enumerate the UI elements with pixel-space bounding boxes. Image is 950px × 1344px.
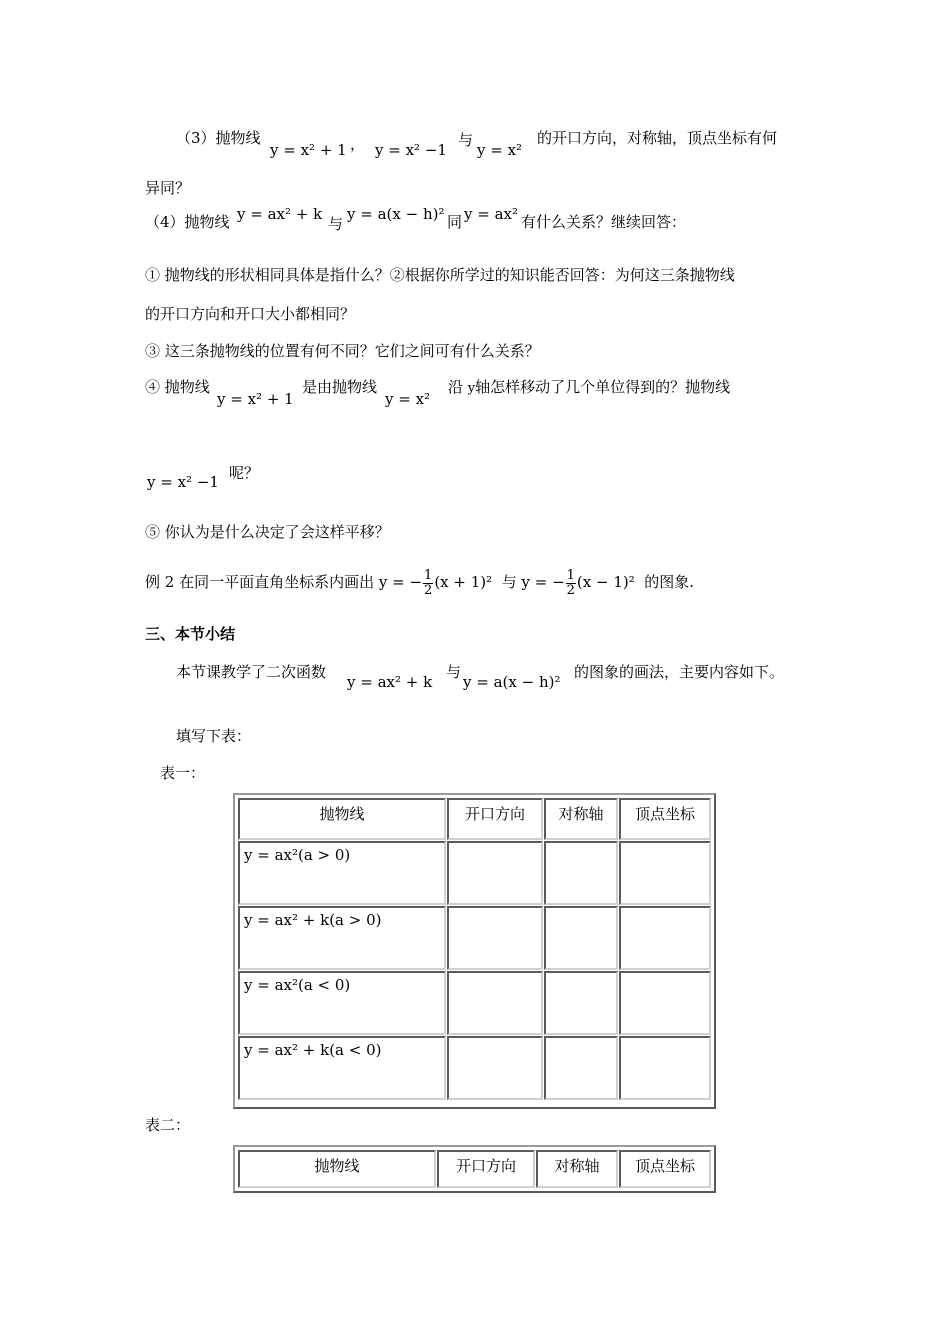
table1-row1-formula: y = ax²(a > 0)	[238, 841, 446, 905]
q3-eq3: y = x²	[477, 141, 523, 159]
table1-label: 表一：	[160, 764, 206, 782]
q4-tail: 有什么关系？继续回答：	[521, 213, 687, 231]
table2-header-parabola: 抛物线	[238, 1150, 436, 1188]
q3-yu: 与	[458, 131, 474, 149]
ex2-frac1-num: 1	[424, 567, 433, 583]
q4-tong: 同	[447, 213, 463, 231]
table2-header-vertex: 顶点坐标	[619, 1150, 711, 1188]
table-2	[233, 1145, 716, 1193]
q3-circle: ③ 这三条抛物线的位置有何不同？它们之间可有什么关系？	[145, 342, 540, 360]
q3-prefix: （3）抛物线	[176, 129, 261, 147]
q4-eq2: y = a(x − h)²	[347, 205, 445, 223]
table1-row4-opening[interactable]	[447, 1036, 543, 1100]
table1-row2-formula: y = ax² + k(a > 0)	[238, 906, 446, 970]
table1-header-axis: 对称轴	[544, 798, 618, 840]
q4c-tail: 轴怎样移动了几个单位得到的？抛物线	[475, 378, 731, 396]
table1-row2-vertex[interactable]	[619, 906, 711, 970]
table1-header-opening: 开口方向	[447, 798, 543, 840]
table1-row1-axis[interactable]	[544, 841, 618, 905]
ex2-frac2-den: 2	[566, 582, 575, 598]
ex2-frac2-num: 1	[566, 567, 575, 583]
ex2-frac1-den: 2	[424, 582, 433, 598]
table1-row4-axis[interactable]	[544, 1036, 618, 1100]
q3-eq2: y = x² −1	[375, 141, 447, 159]
summary-eq2: y = a(x − h)²	[463, 673, 561, 691]
q4c-yvar: y	[467, 381, 476, 396]
q3-tail: 的开口方向，对称轴，顶点坐标有何	[537, 129, 778, 147]
table2-label: 表二：	[145, 1116, 191, 1134]
section-3-title: 三、本节小结	[145, 625, 236, 643]
ex2-eq1-lhs: y = −	[378, 573, 423, 591]
table1-row3-axis[interactable]	[544, 971, 618, 1035]
q4c-mid: 是由抛物线	[302, 378, 378, 396]
q4c-eq1: y = x² + 1	[217, 390, 294, 408]
q3-eq1: y = x² + 1	[270, 141, 347, 159]
ex2-tail: 的图象.	[644, 573, 695, 591]
q4c-yan	[448, 377, 730, 399]
table1-header-parabola: 抛物线	[238, 798, 446, 840]
table2-header-opening: 开口方向	[437, 1150, 535, 1188]
q4-yu: 与	[328, 215, 344, 233]
q4c-eq2: y = x²	[385, 390, 431, 408]
q5: ⑤ 你认为是什么决定了会这样平移？	[145, 523, 390, 541]
q12-line1: ① 抛物线的形状相同具体是指什么？②根据你所学过的知识能否回答：为何这三条抛物线	[145, 266, 735, 284]
ex2-frac2	[566, 569, 576, 598]
q4c-yan-text: 沿	[448, 378, 464, 396]
table1-row2-opening[interactable]	[447, 906, 543, 970]
q12-line2: 的开口方向和开口大小都相同？	[145, 305, 356, 323]
question-3-line1	[176, 128, 261, 148]
q4c-ne: 呢？	[229, 464, 260, 482]
q4-prefix: （4）抛物线	[145, 213, 230, 231]
fill-table-instruction: 填写下表：	[176, 727, 252, 745]
summary-eq1: y = ax² + k	[347, 673, 433, 691]
q3-comma: ，	[350, 135, 366, 153]
ex2-eq1-rhs: (x + 1)²	[434, 573, 493, 591]
ex2-eq2-rhs: (x − 1)²	[576, 573, 635, 591]
q4-eq3: y = ax²	[464, 205, 518, 223]
table-1	[233, 793, 716, 1109]
table1-row1-opening[interactable]	[447, 841, 543, 905]
table1-row4-vertex[interactable]	[619, 1036, 711, 1100]
summary-tail: 的图象的画法，主要内容如下。	[574, 663, 785, 681]
example-2	[145, 566, 694, 598]
q4-eq1: y = ax² + k	[237, 205, 323, 223]
summary-prefix: 本节课教学了二次函数	[176, 663, 327, 681]
table1-row4-formula: y = ax² + k(a < 0)	[238, 1036, 446, 1100]
summary-yu: 与	[446, 663, 462, 681]
table1-row3-opening[interactable]	[447, 971, 543, 1035]
table1-row2-axis[interactable]	[544, 906, 618, 970]
q4c-eq3: y = x² −1	[147, 473, 219, 491]
ex2-yu: 与	[501, 573, 517, 591]
q4c-prefix: ④ 抛物线	[145, 378, 210, 396]
ex2-eq2-lhs: y = −	[521, 573, 565, 591]
ex2-prefix: 例 2 在同一平面直角坐标系内画出	[145, 573, 375, 591]
table1-row1-vertex[interactable]	[619, 841, 711, 905]
table1-header-vertex: 顶点坐标	[619, 798, 711, 840]
table2-header-axis: 对称轴	[536, 1150, 618, 1188]
ex2-frac1	[423, 569, 433, 598]
table1-row3-vertex[interactable]	[619, 971, 711, 1035]
table1-row3-formula: y = ax²(a < 0)	[238, 971, 446, 1035]
q3-line2: 异同？	[145, 179, 191, 197]
